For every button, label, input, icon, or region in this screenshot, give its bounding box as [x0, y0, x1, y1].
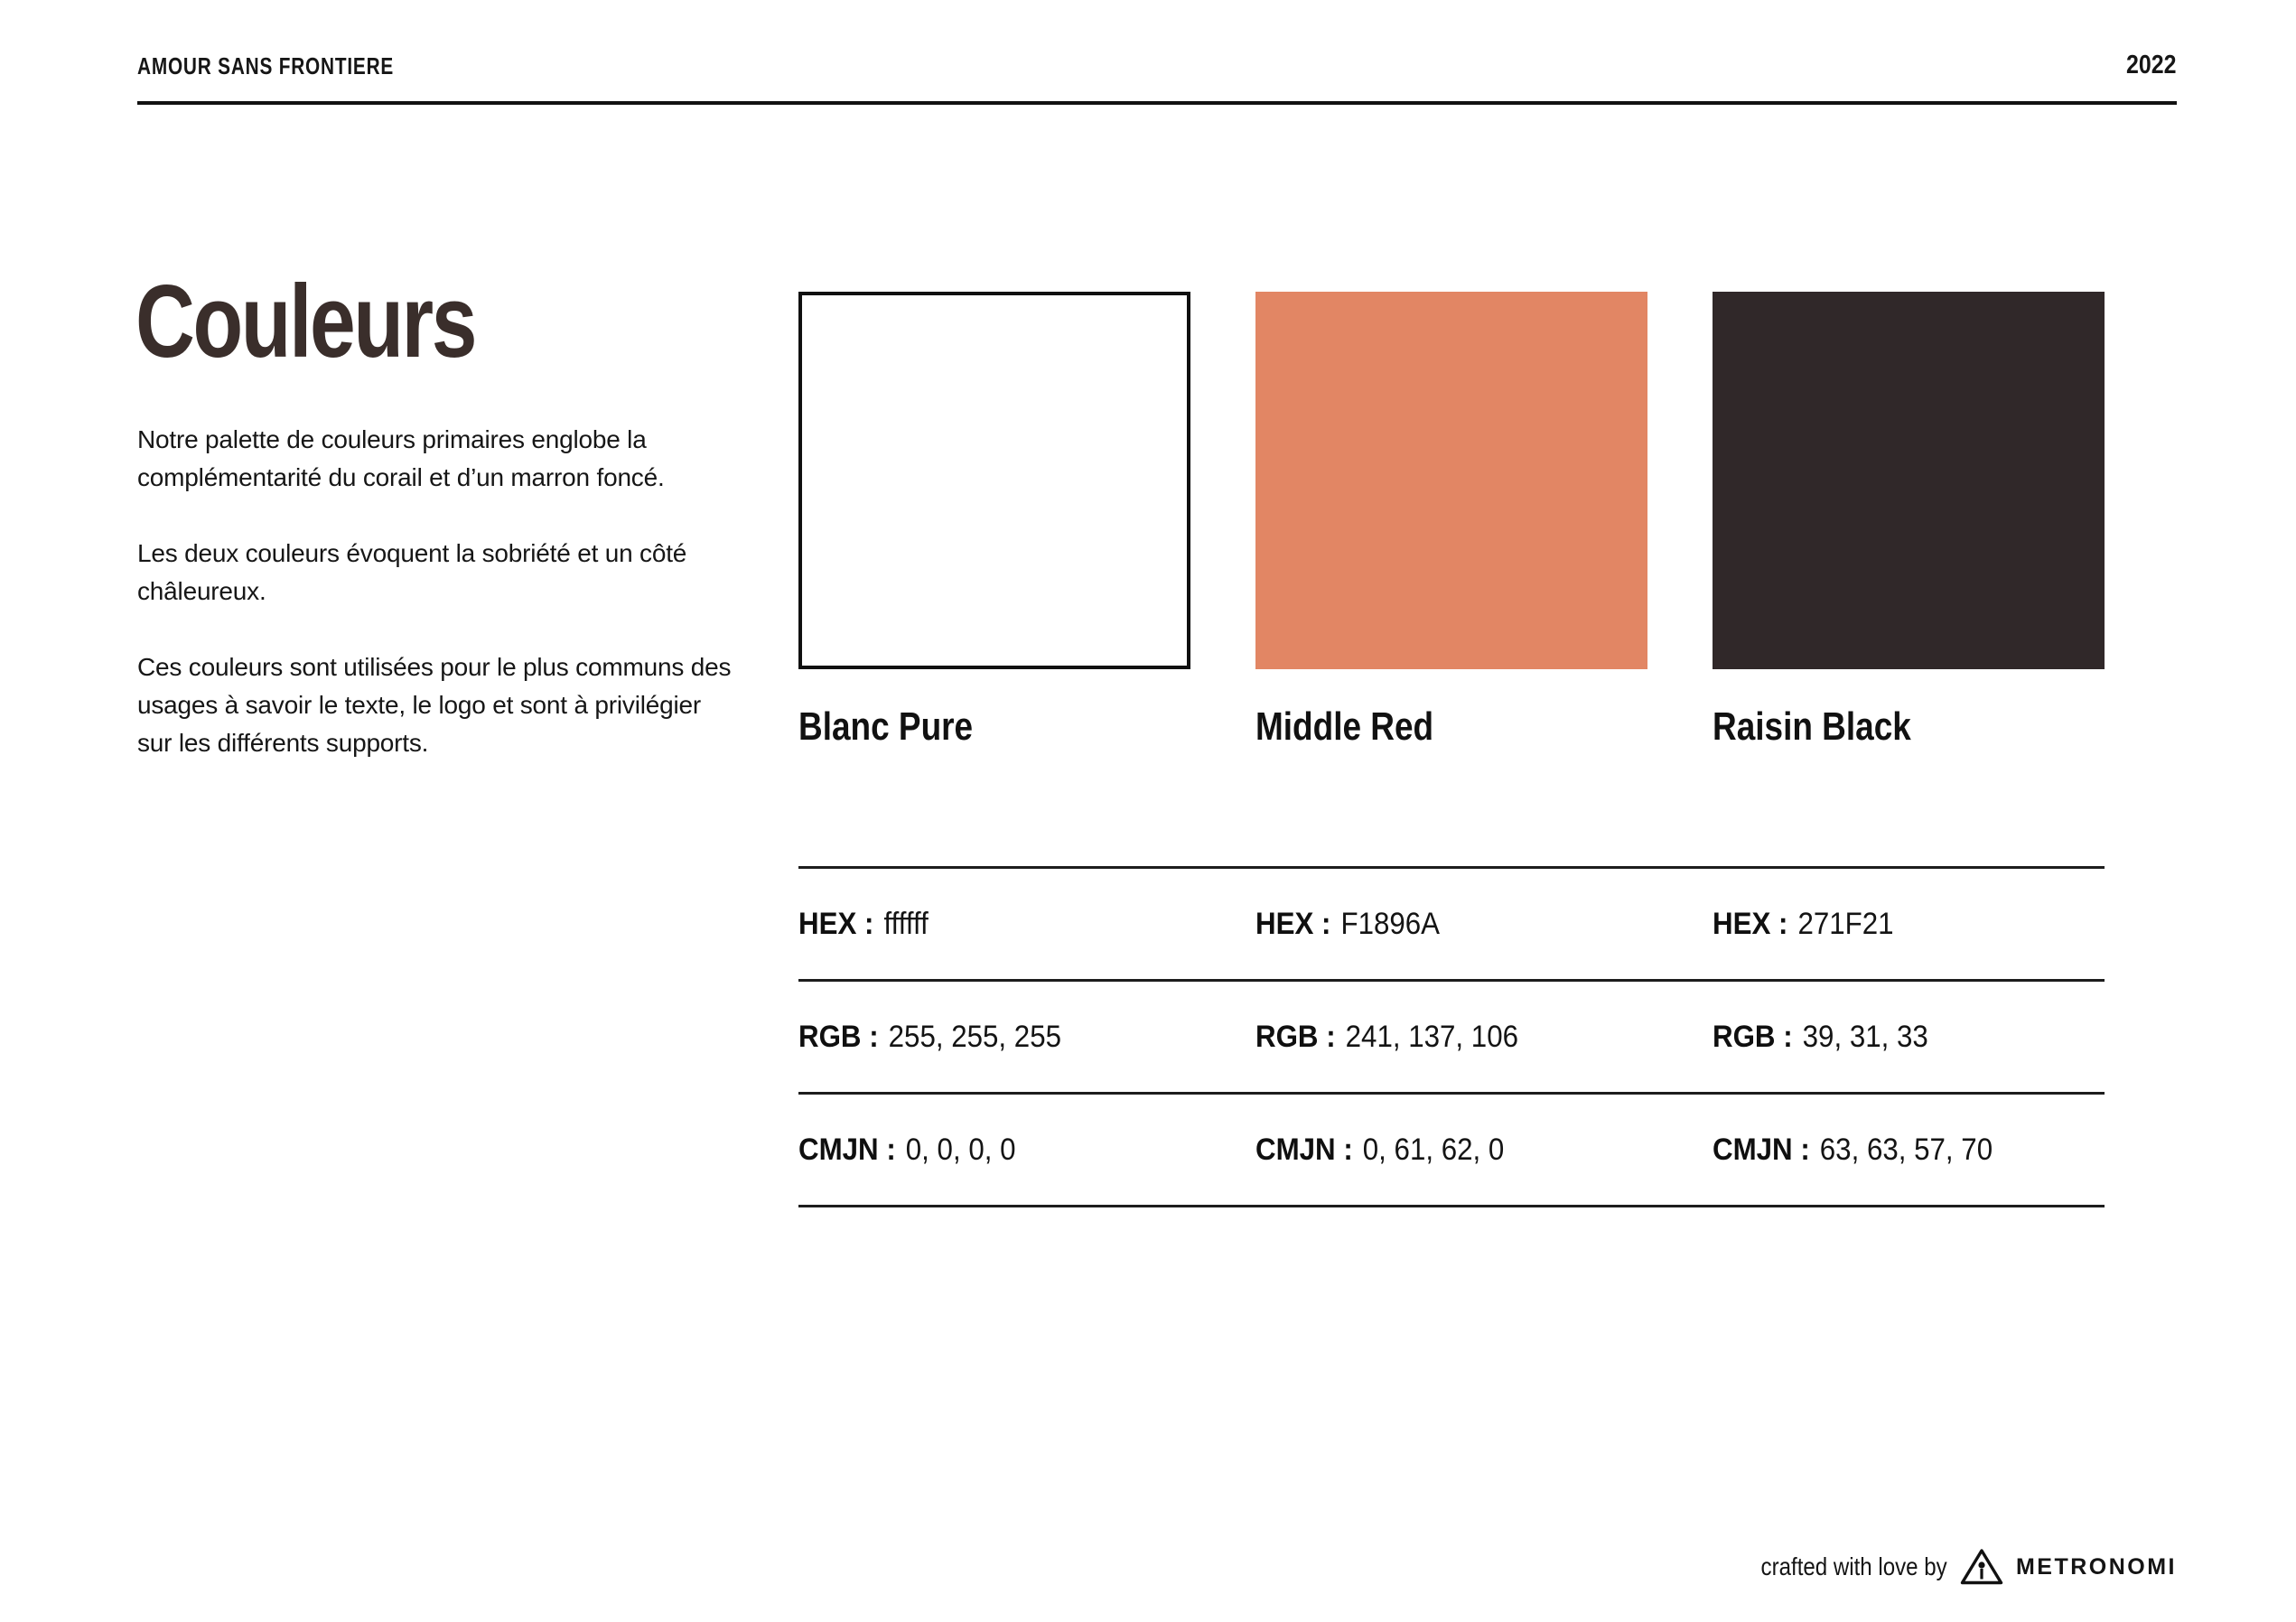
- cmjn-label: CMJN :: [798, 1132, 896, 1167]
- hex-label: HEX :: [1255, 906, 1331, 941]
- header-year: 2022: [2126, 51, 2177, 79]
- color-spec-table: [798, 866, 2105, 1207]
- hex-value: 271F21: [1797, 906, 1894, 941]
- footer-brand-name: METRONOMI: [2015, 1553, 2177, 1580]
- swatch-name-label: Middle Red: [1255, 704, 1434, 749]
- rgb-label: RGB :: [798, 1019, 879, 1054]
- table-row-hex: [798, 869, 2105, 982]
- header-rule: [137, 101, 2177, 105]
- swatch-name-label: Raisin Black: [1713, 704, 1911, 749]
- hex-cell-blanc-pure: [798, 907, 1190, 942]
- rgb-cell-blanc-pure: [798, 1020, 1190, 1055]
- footer: [1731, 1544, 2177, 1589]
- hex-value: F1896A: [1340, 906, 1441, 941]
- intro-text: [137, 421, 737, 800]
- hex-cell-raisin-black: [1713, 907, 2105, 942]
- footer-credit-text: crafted with love by: [1760, 1552, 1947, 1580]
- cmjn-value: 63, 63, 57, 70: [1819, 1132, 1993, 1167]
- intro-paragraph-3: Ces couleurs sont utilisées pour le plus communs des usages à savoir le texte, le logo et sont à privilégier sur les différents supports.: [137, 653, 732, 757]
- intro-paragraph-2: Les deux couleurs évoquent la sobriété et un côté châleureux.: [137, 539, 687, 605]
- rgb-value: 39, 31, 33: [1802, 1019, 1928, 1054]
- swatch-raisin-black: [1713, 292, 2105, 669]
- color-swatches: [798, 292, 2105, 669]
- rgb-label: RGB :: [1255, 1019, 1336, 1054]
- cmjn-cell-raisin-black: [1713, 1133, 2105, 1168]
- rgb-value: 241, 137, 106: [1345, 1019, 1518, 1054]
- swatch-name-label: Blanc Pure: [798, 704, 974, 749]
- intro-paragraph-1: Notre palette de couleurs primaires englobe la complémentarité du corail et d’un marron foncé.: [137, 425, 665, 491]
- cmjn-cell-blanc-pure: [798, 1133, 1190, 1168]
- cmjn-cell-middle-red: [1255, 1133, 1647, 1168]
- swatch-names-row: [798, 704, 2105, 750]
- rgb-label: RGB :: [1713, 1019, 1793, 1054]
- rgb-cell-raisin-black: [1713, 1020, 2105, 1055]
- hex-label: HEX :: [798, 906, 874, 941]
- table-row-rgb: [798, 982, 2105, 1095]
- rgb-cell-middle-red: [1255, 1020, 1647, 1055]
- cmjn-value: 0, 0, 0, 0: [905, 1132, 1016, 1167]
- cmjn-label: CMJN :: [1713, 1132, 1810, 1167]
- hex-label: HEX :: [1713, 906, 1788, 941]
- page-title: Couleurs: [135, 265, 476, 379]
- swatch-blanc-pure: [798, 292, 1190, 669]
- hex-cell-middle-red: [1255, 907, 1647, 942]
- hex-value: ffffff: [883, 906, 929, 941]
- swatch-name-blanc-pure: [798, 704, 1190, 750]
- swatch-name-raisin-black: [1713, 704, 2105, 750]
- header-brand: AMOUR SANS FRONTIERE: [137, 52, 395, 79]
- swatch-middle-red: [1255, 292, 1647, 669]
- metronome-triangle-icon: [1959, 1547, 2004, 1587]
- cmjn-value: 0, 61, 62, 0: [1362, 1132, 1505, 1167]
- rgb-value: 255, 255, 255: [888, 1019, 1061, 1054]
- swatch-name-middle-red: [1255, 704, 1647, 750]
- cmjn-label: CMJN :: [1255, 1132, 1353, 1167]
- table-row-cmjn: [798, 1095, 2105, 1207]
